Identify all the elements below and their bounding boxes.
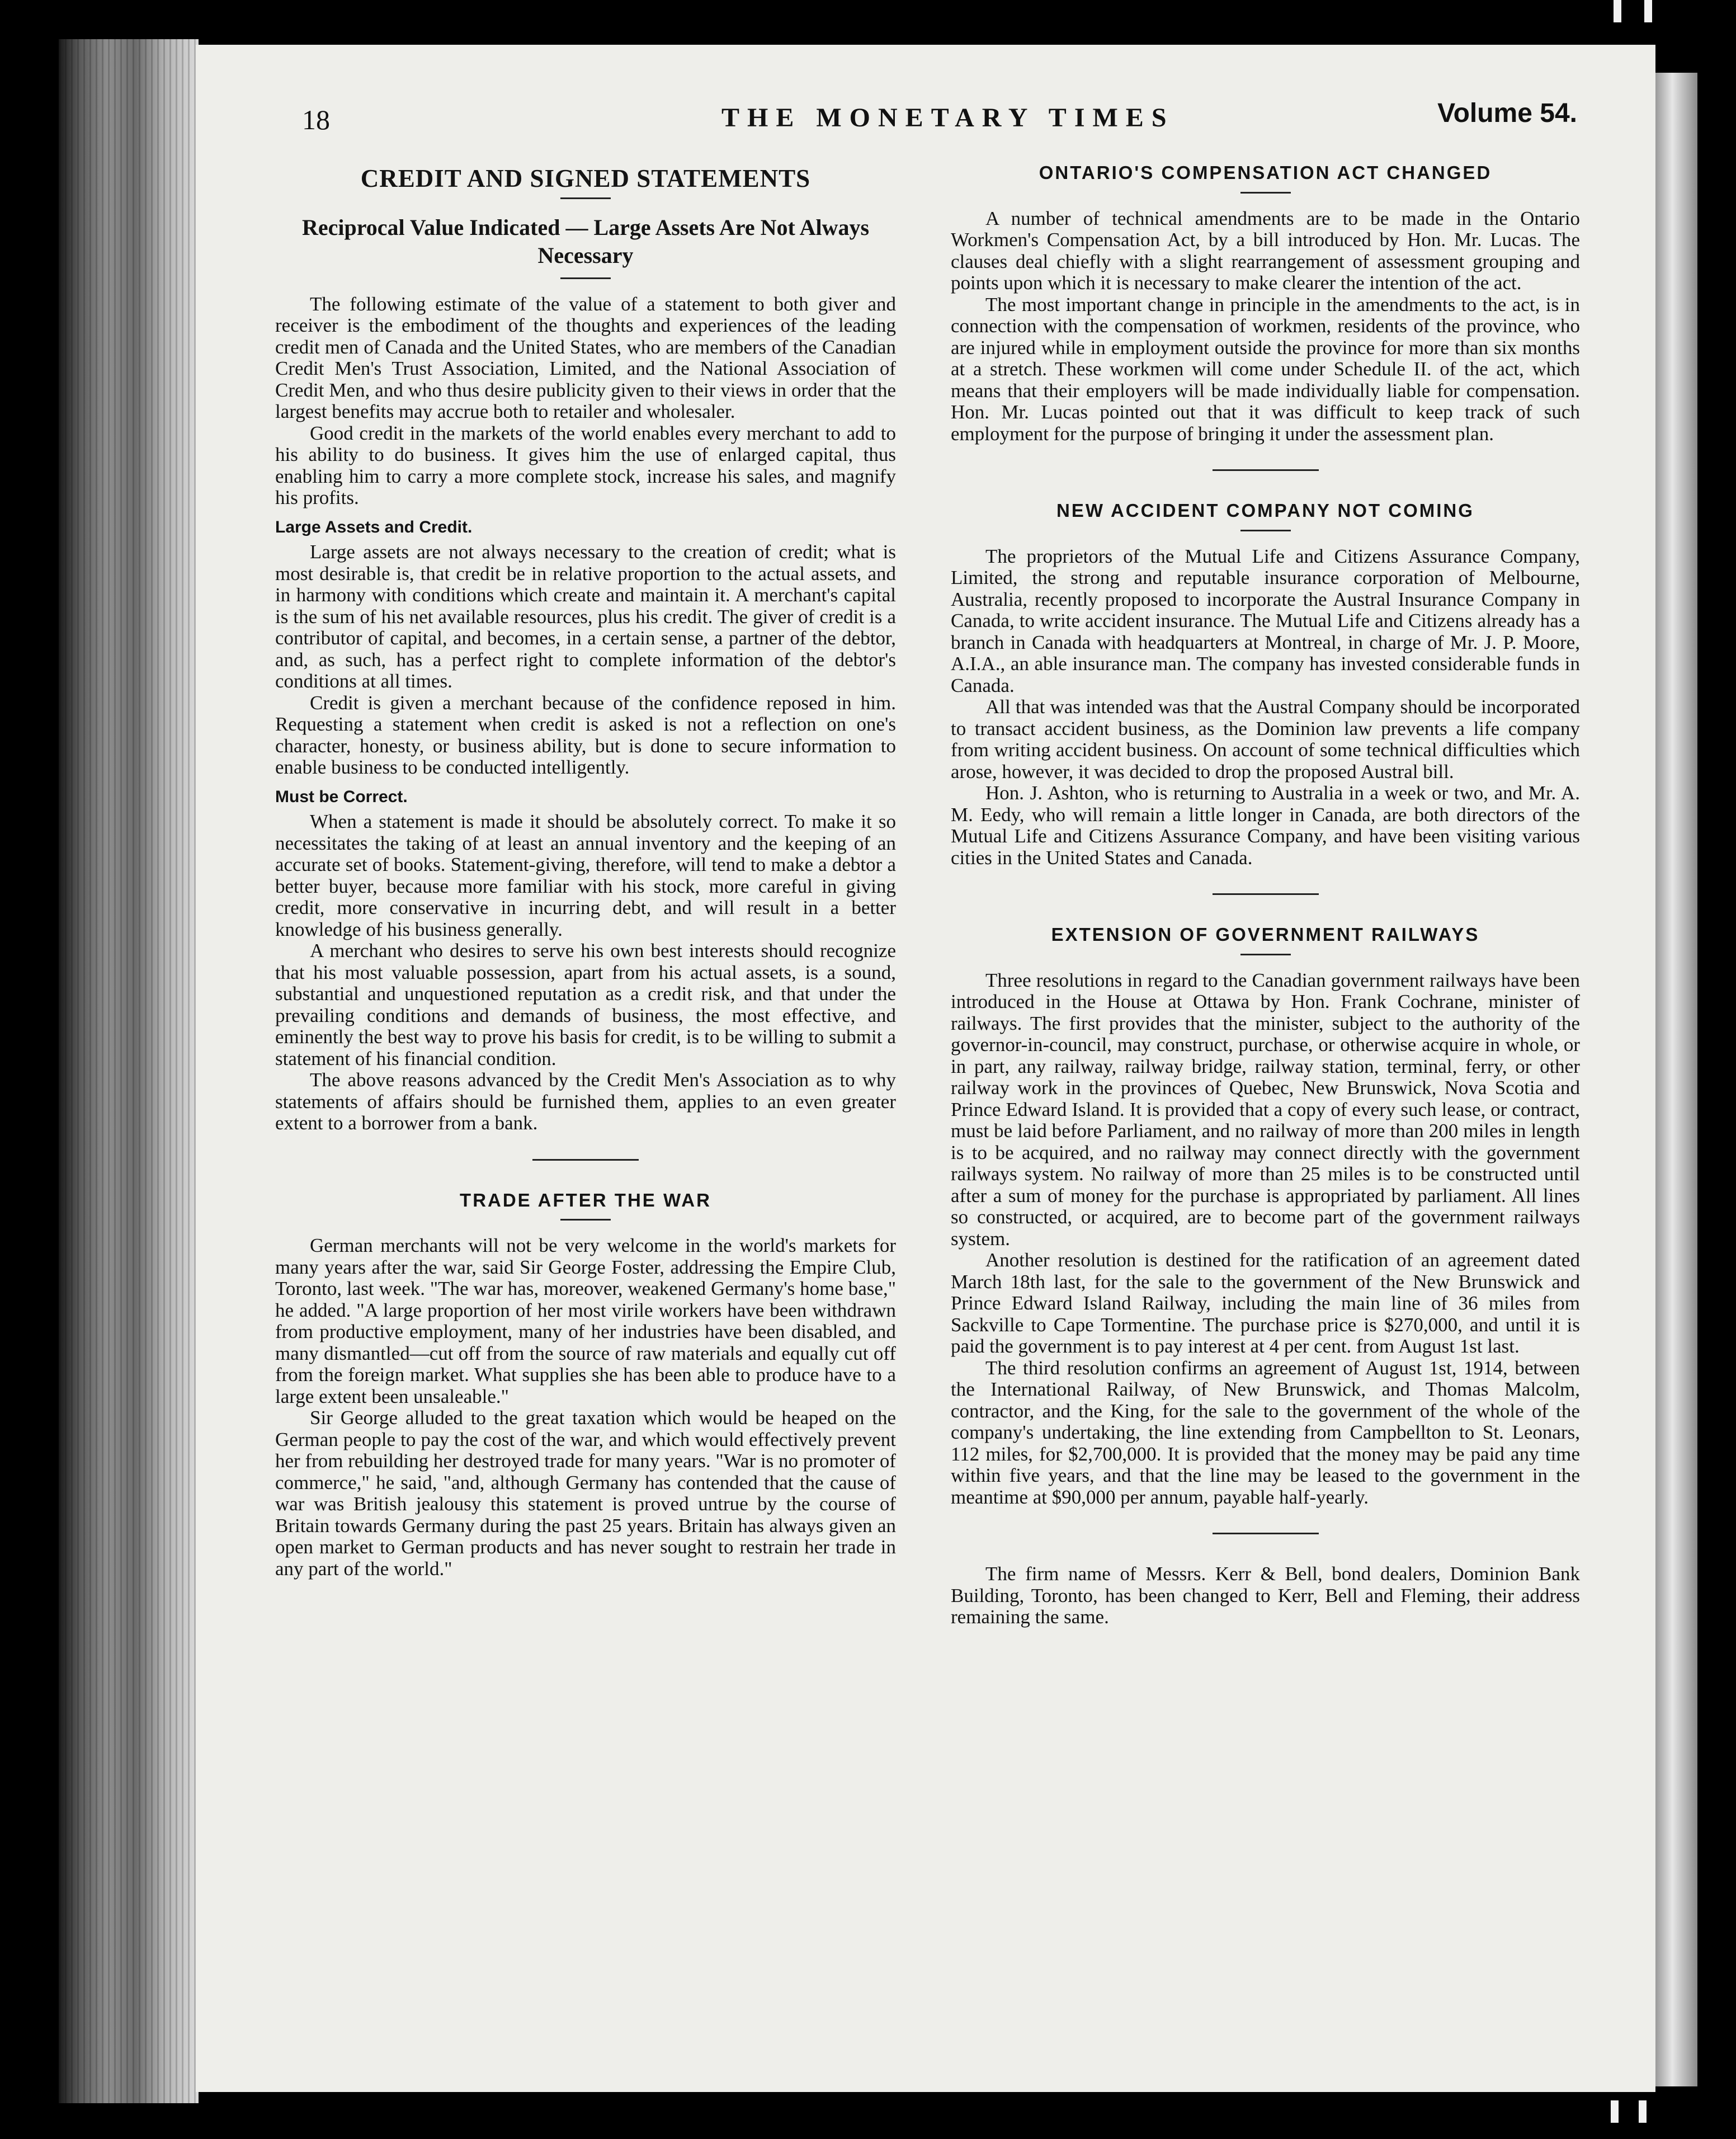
paragraph: Credit is given a merchant because of the confidence reposed in him. Requesting a statement when credit is asked is not a reflection on one's character, honesty, or business ability, but is done to secure information to enable business to be conducted intelligently. xyxy=(275,691,896,778)
article-trade-after-war xyxy=(275,1190,896,1580)
article-title: EXTENSION OF GOVERNMENT RAILWAYS xyxy=(1051,924,1480,945)
article-title: TRADE AFTER THE WAR xyxy=(460,1189,711,1210)
divider xyxy=(1240,192,1291,194)
section-divider xyxy=(532,1159,639,1161)
film-mark xyxy=(1639,2100,1647,2123)
article-title: ONTARIO'S COMPENSATION ACT CHANGED xyxy=(1039,162,1492,183)
paragraph: All that was intended was that the Austral Company should be incorporated to transact accident business, as the Dominion law prevents a life company from writing accident business. On account of some technical difficulties which arose, however, it was decided to drop the proposed Austral bill. xyxy=(951,696,1580,783)
paragraph: Sir George alluded to the great taxation which would be heaped on the German people to pay the cost of the war, and which would effectively prevent her from rebuilding her destroyed trade for many years. "War is no promoter of commerce," he said, "and, although Germany has contended that the cause of war was British jealousy this statement is proved untrue by the course of Britain towards Germany during the past 25 years. Britain has always given an open market to German products and has never sought to restrain her trade in any part of the world." xyxy=(275,1407,896,1580)
page-header xyxy=(302,98,1577,143)
article-title: CREDIT AND SIGNED STATEMENTS xyxy=(360,164,811,192)
page-number: 18 xyxy=(302,104,330,135)
masthead: THE MONETARY TIMES xyxy=(721,103,1174,133)
divider xyxy=(1240,530,1291,531)
paragraph: German merchants will not be very welcome in the world's markets for many years after the war, said Sir George Foster, addressing the Empire Club, Toronto, last week. "The war has, moreover, weakened Germany's home base," he added. "A large proportion of her most virile workers have been withdrawn from productive employment, many of her industries have been disabled, and many dismantled—cut off from the source of raw materials and equally cut off from the foreign market. What supplies she has been able to produce have to a large extent been unsaleable." xyxy=(275,1235,896,1407)
article-credit-statements xyxy=(275,164,896,1134)
article-ontario-compensation xyxy=(951,162,1580,445)
paragraph: When a statement is made it should be absolutely correct. To make it so necessitates the taking of at least an annual inventory and the keeping of an accurate set of books. Statement-giving, therefore, will tend to make a debtor a better buyer, because more familiar with his stock, more careful in giving credit, more conservative in incurring debt, and will result in a better knowledge of his business generally. xyxy=(275,811,896,940)
divider xyxy=(560,197,611,199)
article-deck: Reciprocal Value Indicated — Large Assets Are Not Always Necessary xyxy=(301,214,870,268)
subheading: Must be Correct. xyxy=(275,787,408,806)
subheading: Large Assets and Credit. xyxy=(275,517,473,536)
article-title: NEW ACCIDENT COMPANY NOT COMING xyxy=(1056,500,1474,521)
paragraph: The third resolution confirms an agreement of August 1st, 1914, between the International Railway, of New Brunswick, and Thomas Malcolm, contractor, and the King, for the sale to the government of the whole of the company's undertaking, the line extending from Campbellton to St. Leonars, 112 miles, for $2,700,000. It is provided that the money may be paid any time within five years, and that the line may be leased to the government in the meantime at $90,000 per annum, payable half-yearly. xyxy=(951,1356,1580,1508)
paragraph: The above reasons advanced by the Credit Men's Association as to why statements of affairs should be furnished them, applies to an even greater extent to a borrower from a bank. xyxy=(275,1069,896,1134)
paragraph: The following estimate of the value of a statement to both giver and receiver is the embodiment of the thoughts and experiences of the leading credit men of Canada and the United States, who are members of the Canadian Credit Men's Trust Association, Limited, and the National Association of Credit Men, and who thus desire publicity given to their views in order that the largest benefits may accrue both to retailer and wholesaler. xyxy=(275,293,896,422)
divider xyxy=(560,1219,611,1221)
film-mark xyxy=(1611,2100,1619,2123)
paragraph: Large assets are not always necessary to the creation of credit; what is most desirable is, that credit be in relative proportion to the actual assets, and in harmony with conditions which create and maintain it. A merchant's capital is the sum of his net available resources, plus his credit. The giver of credit is a contributor of capital, and becomes, in a certain sense, a partner of the debtor, and, as such, has a perfect right to complete information of the debtor's conditions at all times. xyxy=(275,541,896,692)
paragraph: The proprietors of the Mutual Life and Citizens Assurance Company, Limited, the strong and reputable insurance corporation of Melbourne, Australia, recently proposed to incorporate the Austral Insurance Company in Canada, to write accident insurance. The Mutual Life and Citizens already has a branch in Canada with headquarters at Montreal, in charge of Mr. J. P. Moore, A.I.A., an able insurance man. The company has invested considerable funds in Canada. xyxy=(951,545,1580,696)
divider xyxy=(1240,954,1291,955)
section-divider xyxy=(1213,469,1319,471)
notice-kerr-bell xyxy=(951,1563,1580,1628)
paragraph: A number of technical amendments are to be made in the Ontario Workmen's Compensation Act, by a bill introduced by Hon. Mr. Lucas. The clauses deal chiefly with a slight rearrangement of assessment grouping and points upon which it is necessary to make clearer the intention of the act. xyxy=(951,207,1580,294)
divider xyxy=(560,277,611,279)
paragraph: Hon. J. Ashton, who is returning to Australia in a week or two, and Mr. A. M. Eedy, who will remain a little longer in Canada, are both directors of the Mutual Life and Citizens Assurance Company, and have been visiting various cities in the United States and Canada. xyxy=(951,782,1580,869)
section-divider xyxy=(1213,1533,1319,1534)
film-mark xyxy=(1644,0,1652,22)
paragraph: Good credit in the markets of the world enables every merchant to add to his ability to do business. It gives him the use of enlarged capital, thus enabling him to carry a more complete stock, increase his sales, and magnify his profits. xyxy=(275,422,896,508)
film-mark xyxy=(1614,0,1621,22)
section-divider xyxy=(1213,893,1319,895)
paragraph: The most important change in principle in the amendments to the act, is in connection with the compensation of workmen, residents of the province, who are injured while in employment outside the province for more than six months at a stretch. These workmen will come under Schedule II. of the act, which means that their employers will be made individually liable for compensation. Hon. Mr. Lucas pointed out that it was difficult to keep track of such employment for the purpose of bringing it under the assessment plan. xyxy=(951,293,1580,445)
volume-label: Volume 54. xyxy=(1437,98,1577,128)
paragraph: Three resolutions in regard to the Canadian government railways have been introduced in the House at Ottawa by Hon. Frank Cochrane, minister of railways. The first provides that the minister, subject to the authority of the governor-in-council, may construct, purchase, or otherwise acquire in whole, or in part, any railway, railway bridge, railway station, terminal, ferry, or other railway work in the provinces of Quebec, New Brunswick, Nova Scotia and Prince Edward Island. It is provided that a copy of every such lease, or contract, must be laid before Parliament, and no railway of more than 200 miles in length is to be acquired, and no railway may connect directly with the government railways system. No railway of more than 25 miles is to be constructed until after a sum of money for the purchase is appropriated by parliament. All lines so constructed, or acquired, are to become part of the government railways system. xyxy=(951,969,1580,1250)
paragraph: The firm name of Messrs. Kerr & Bell, bond dealers, Dominion Bank Building, Toronto, has been changed to Kerr, Bell and Fleming, their address remaining the same. xyxy=(951,1563,1580,1628)
article-government-railways xyxy=(951,924,1580,1508)
paragraph: Another resolution is destined for the ratification of an agreement dated March 18th last, for the sale to the government of the New Brunswick and Prince Edward Island Railway, including the main line of 36 miles from Sackville to Cape Tormentine. The purchase price is $270,000, and until it is paid the government is to pay interest at 4 per cent. from August 1st last. xyxy=(951,1249,1580,1357)
page-edges xyxy=(59,39,199,2103)
left-column xyxy=(275,164,896,1580)
right-page-edge xyxy=(1655,73,1697,2086)
right-column xyxy=(951,162,1580,1628)
paragraph: A merchant who desires to serve his own best interests should recognize that his most valuable possession, apart from his actual assets, is a sound, substantial and unquestioned reputation as a credit risk, and that under the prevailing conditions and demands of business, the most effective, and eminently the best way to prove his basis for credit, is to be willing to submit a statement of his financial condition. xyxy=(275,940,896,1070)
article-new-accident-company xyxy=(951,500,1580,869)
